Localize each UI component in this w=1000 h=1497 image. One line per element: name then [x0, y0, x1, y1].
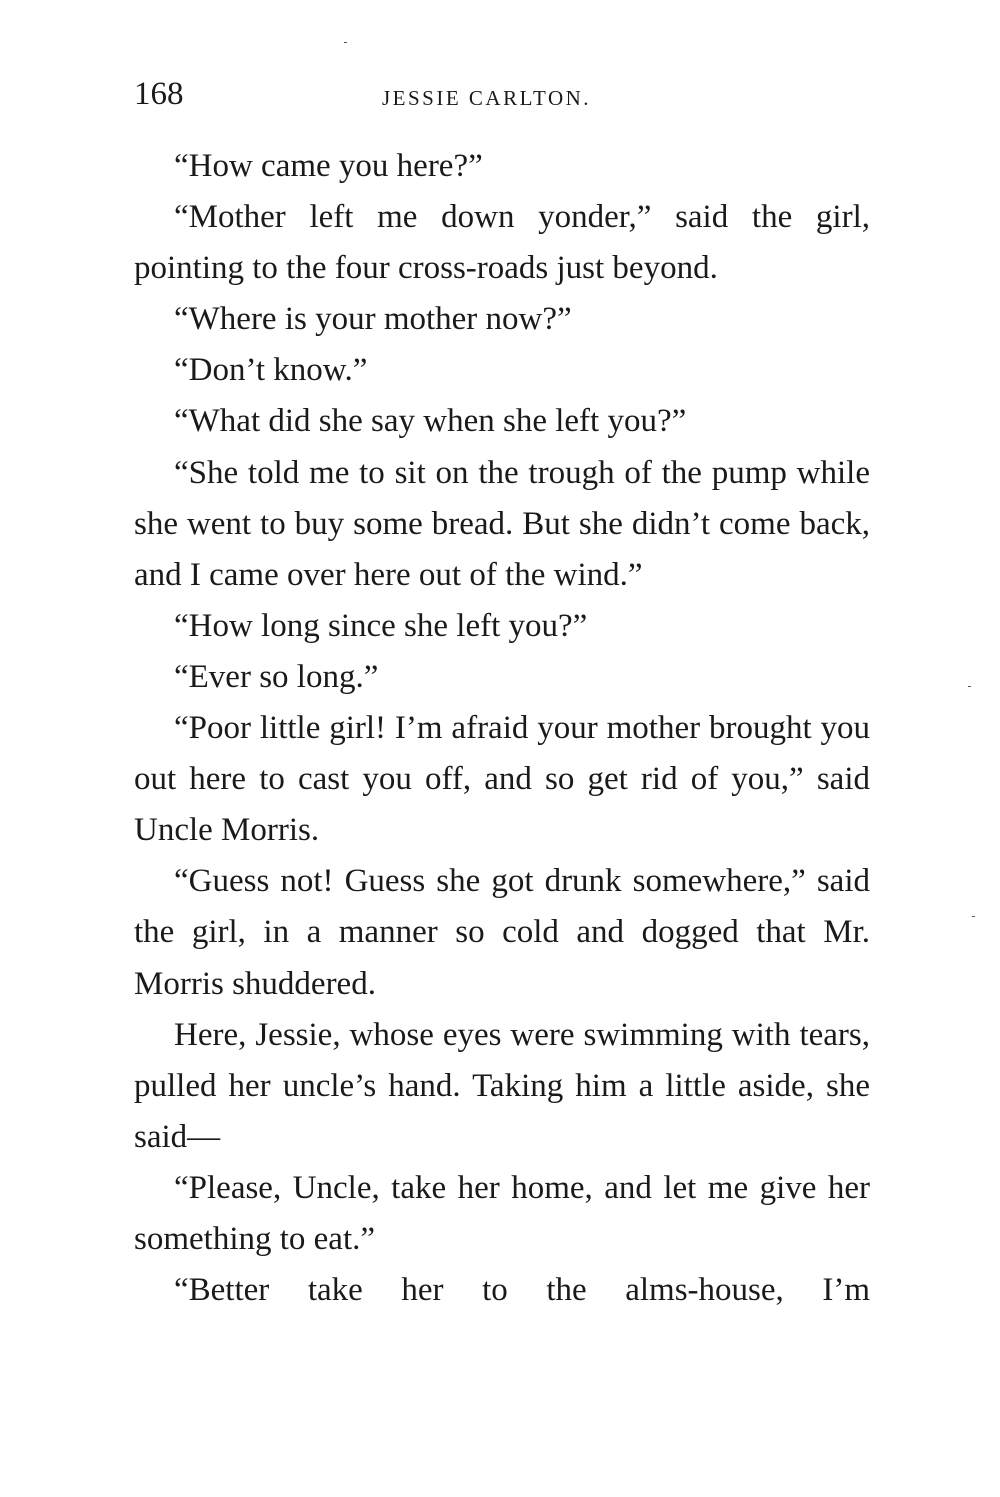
paragraph: “Don’t know.”: [174, 352, 368, 389]
paper-speck: [972, 916, 975, 917]
paragraph: “Guess not! Guess she got drunk somewhere,” said the girl, in a manner so cold and dogged that Mr. Morris shuddered.: [134, 863, 870, 1002]
page-number: 168: [134, 76, 184, 112]
paragraph: “Better take her to the alms-house, I’m: [174, 1272, 870, 1309]
paragraph: Here, Jessie, whose eyes were swimming with tears, pulled her uncle’s hand. Taking him a little aside, she said—: [134, 1016, 870, 1155]
paragraph: “Mother left me down yonder,” said the girl, pointing to the four cross-roads just beyond.: [134, 199, 870, 287]
paper-speck: [968, 686, 971, 687]
paragraph: “Please, Uncle, take her home, and let me give her something to eat.”: [134, 1169, 870, 1257]
paragraph: “Where is your mother now?”: [174, 301, 572, 338]
running-head: JESSIE CARLTON.: [382, 86, 592, 110]
page-header: [134, 72, 870, 116]
paragraph: “Ever so long.”: [174, 658, 379, 695]
body-text: [134, 141, 870, 1316]
paragraph: “How long since she left you?”: [174, 607, 588, 644]
paragraph: “Poor little girl! I’m afraid your mother brought you out here to cast you off, and so get rid of you,” said Uncle Morris.: [134, 710, 870, 849]
paragraph: “What did she say when she left you?”: [174, 403, 687, 440]
paper-speck: [344, 42, 347, 43]
paragraph: “She told me to sit on the trough of the pump while she went to buy some bread. But she didn’t come back, and I came over here out of the wind.”: [134, 454, 870, 593]
paragraph: “How came you here?”: [174, 148, 483, 184]
